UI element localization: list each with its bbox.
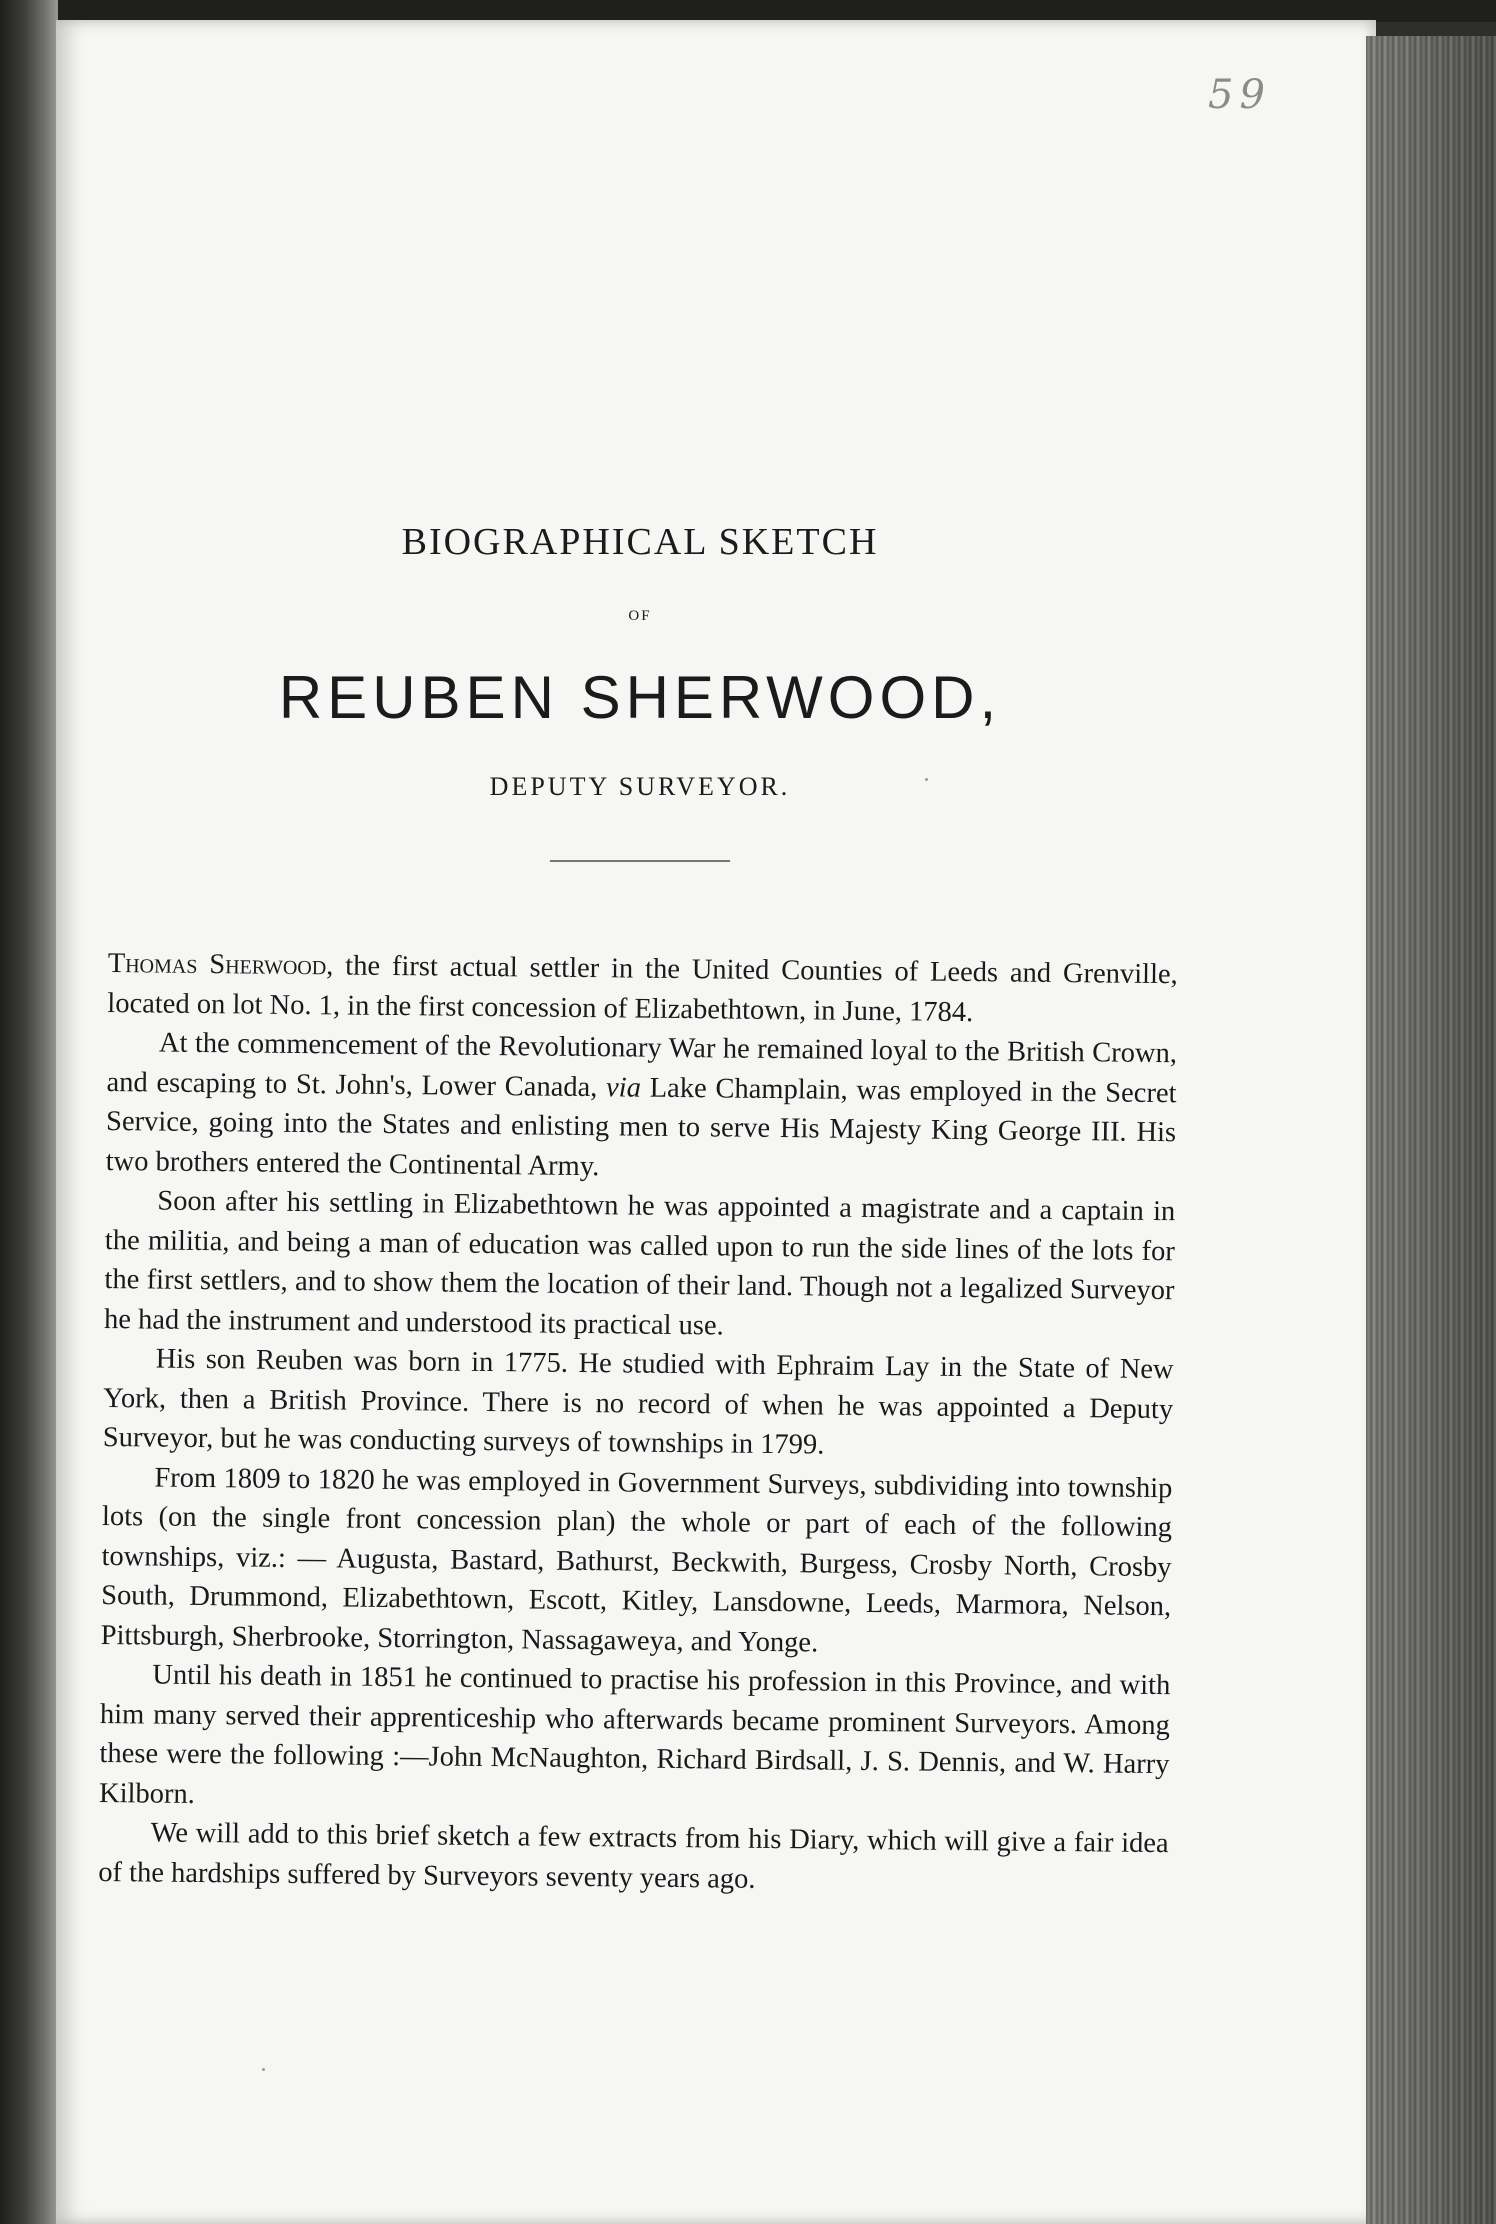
paragraph-1 [107, 944, 1178, 1034]
paragraph-6: Until his death in 1851 he continued to practise his profession in this Province, and with him many served their apprenticeship who afterwards became prominent Surveyors. Among these were the following :—John McNaughton, Richard Birdsall, J. S. Dennis, and W. Harry Kilborn. [98, 1659, 1171, 1810]
section-divider [550, 860, 730, 862]
paragraph-2 [106, 1023, 1178, 1192]
lead-name: Thomas Sherwood, [107, 947, 334, 982]
scan-top-strip [0, 0, 1496, 22]
paragraph-2-via: via [605, 1071, 642, 1104]
heading-subject-name: REUBEN SHERWOOD, [278, 664, 1002, 731]
heading-subject-title: DEPUTY SURVEYOR. [489, 772, 791, 801]
paragraph-4: His son Reuben was born in 1775. He studied with Ephraim Lay in the State of New York, then a British Province. There is no record of when he was appointed a Deputy Surveyor, but he was conducting surveys of townships in 1799. [102, 1343, 1174, 1461]
book-binding-edge [0, 0, 58, 2224]
paragraph-5: From 1809 to 1820 he was employed in Government Surveys, subdividing into township lots (on the single front concession plan) the whole or part of each of the following townships, viz.: — Augusta, Bastard, Bathurst, Beckwith, Burgess, Crosby North, Crosby South, Drummond, Elizabethtown, Escott, Kitley, Lansdowne, Leeds, Marmora, Nelson, Pittsburgh, Sherbrooke, Storrington, Nassagaweya, and Yonge. [100, 1462, 1173, 1658]
article-body [98, 944, 1178, 1903]
scan-speck [262, 2068, 265, 2071]
heading-of: OF [628, 608, 652, 624]
paragraph-2-text-a: At the commencement of the Revolutionary War he remained loyal to the British Crown, and escaping to St. John's, Lower Canada, [106, 1027, 1178, 1103]
paragraph-7: We will add to this brief sketch a few extracts from his Diary, which will give a fair idea of the hardships suffered by Surveyors seventy years ago. [98, 1817, 1169, 1895]
paragraph-1-text: the first actual settler in the United Counties of Leeds and Grenville, located on lot No. 1, in the first concession of Elizabethtown, in June, 1784. [107, 950, 1178, 1028]
paragraph-2-text-b: Lake Champlain, was employed in the Secret Service, going into the States and enlisting men to serve His Majesty King George III. His two brothers entered the Continental Army. [105, 1072, 1177, 1182]
heading-biographical-sketch: BIOGRAPHICAL SKETCH [401, 521, 879, 563]
page-block-edges [1366, 36, 1496, 2224]
page-number: 59 [1208, 72, 1271, 118]
title-block [100, 520, 1180, 862]
scan-speck [925, 778, 928, 781]
paragraph-3: Soon after his settling in Elizabethtown he was appointed a magistrate and a captain in the militia, and being a man of education was called upon to run the side lines of the lots for the first settlers, and to show them the location of their land. Though not a legalized Surveyor he had the instrument and understood its practical use. [103, 1185, 1176, 1341]
